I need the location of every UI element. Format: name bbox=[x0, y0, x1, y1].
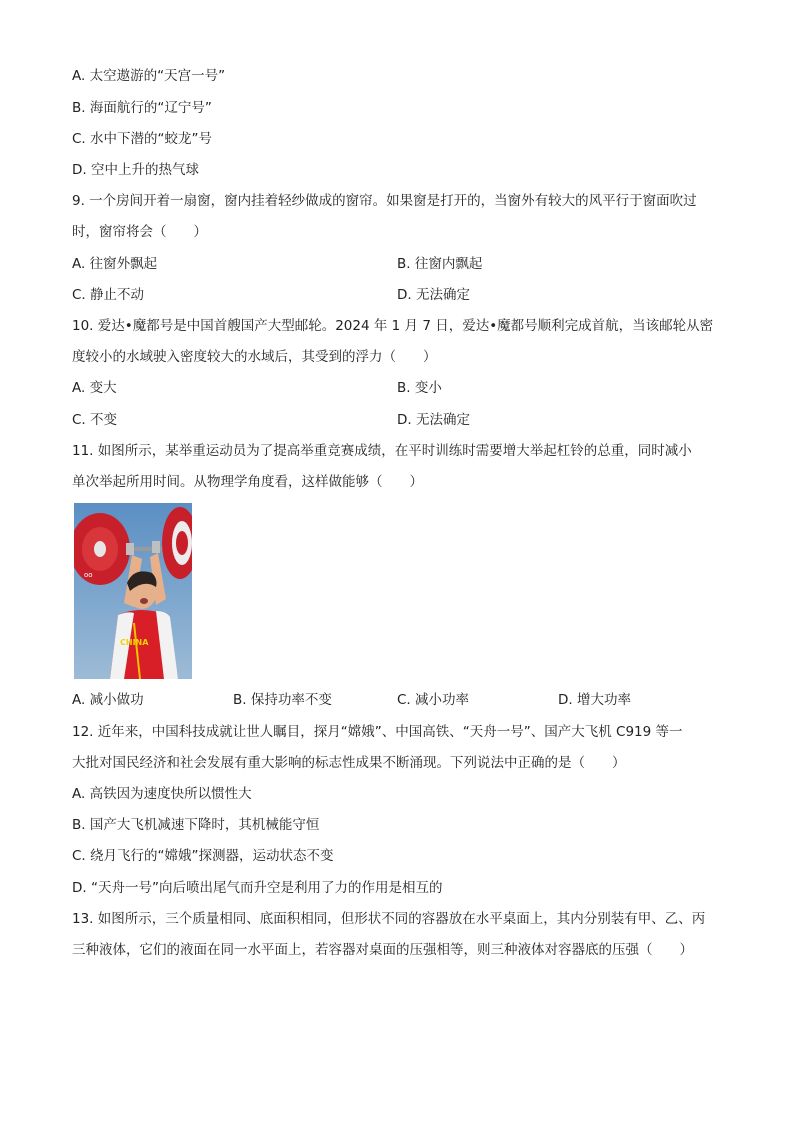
q11-stem-line1: 11. 如图所示，某举重运动员为了提高举重竞赛成绩，在平时训练时需要增大举起杠铃的总重，同时减小 bbox=[72, 443, 692, 459]
q9-stem-line2: 时，窗帘将会（ ） bbox=[72, 224, 207, 240]
q12-option-d: D. “天舟一号”向后喷出尾气而升空是利用了力的作用是相互的 bbox=[72, 880, 443, 896]
weightlifter-illustration bbox=[74, 503, 192, 679]
q10-option-a: A. 变大 bbox=[72, 380, 117, 396]
q11-option-c: C. 减小功率 bbox=[397, 692, 470, 708]
q8-option-b: B. 海面航行的“辽宁号” bbox=[72, 100, 212, 116]
jersey-text: CHINA bbox=[120, 638, 149, 647]
q10-option-d: D. 无法确定 bbox=[397, 412, 470, 428]
svg-text:oo: oo bbox=[84, 571, 93, 579]
q13-stem-line1: 13. 如图所示，三个质量相同、底面积相同，但形状不同的容器放在水平桌面上，其内分别装有甲、乙、丙 bbox=[72, 911, 706, 927]
q11-option-d: D. 增大功率 bbox=[558, 692, 631, 708]
q9-stem-line1: 9. 一个房间开着一扇窗，窗内挂着轻纱做成的窗帘。如果窗是打开的，当窗外有较大的风平行于窗面吹过 bbox=[72, 193, 697, 209]
q11-stem-line2: 单次举起所用时间。从物理学角度看，这样做能够（ ） bbox=[72, 474, 423, 490]
q8-option-a: A. 太空遨游的“天宫一号” bbox=[72, 68, 226, 84]
q12-option-a: A. 高铁因为速度快所以惯性大 bbox=[72, 786, 252, 802]
q9-option-b: B. 往窗内飘起 bbox=[397, 256, 483, 272]
q12-stem-line1: 12. 近年来，中国科技成就让世人瞩目，探月“嫦娥”、中国高铁、“天舟一号”、国产大飞机 C919 等一 bbox=[72, 724, 683, 740]
q12-option-c: C. 绕月飞行的“嫦娥”探测器，运动状态不变 bbox=[72, 848, 334, 864]
q9-option-c: C. 静止不动 bbox=[72, 287, 145, 303]
q12-stem-line2: 大批对国民经济和社会发展有重大影响的标志性成果不断涌现。下列说法中正确的是（ ） bbox=[72, 755, 626, 771]
q13-stem-line2: 三种液体，它们的液面在同一水平面上，若容器对桌面的压强相等，则三种液体对容器底的压强（ ） bbox=[72, 942, 693, 958]
q9-option-a: A. 往窗外飘起 bbox=[72, 256, 158, 272]
q10-stem-line2: 度较小的水域驶入密度较大的水域后，其受到的浮力（ ） bbox=[72, 349, 437, 365]
q8-option-c: C. 水中下潜的“蛟龙”号 bbox=[72, 131, 212, 147]
weightlifter-photo bbox=[74, 503, 192, 679]
q10-stem-line1: 10. 爱达•魔都号是中国首艘国产大型邮轮。2024 年 1 月 7 日，爱达•魔都号顺利完成首航，当该邮轮从密 bbox=[72, 318, 714, 334]
q11-option-b: B. 保持功率不变 bbox=[233, 692, 332, 708]
q8-option-d: D. 空中上升的热气球 bbox=[72, 162, 199, 178]
q11-option-a: A. 减小做功 bbox=[72, 692, 144, 708]
q9-option-d: D. 无法确定 bbox=[397, 287, 470, 303]
q12-option-b: B. 国产大飞机减速下降时，其机械能守恒 bbox=[72, 817, 320, 833]
q10-option-c: C. 不变 bbox=[72, 412, 118, 428]
q10-option-b: B. 变小 bbox=[397, 380, 442, 396]
